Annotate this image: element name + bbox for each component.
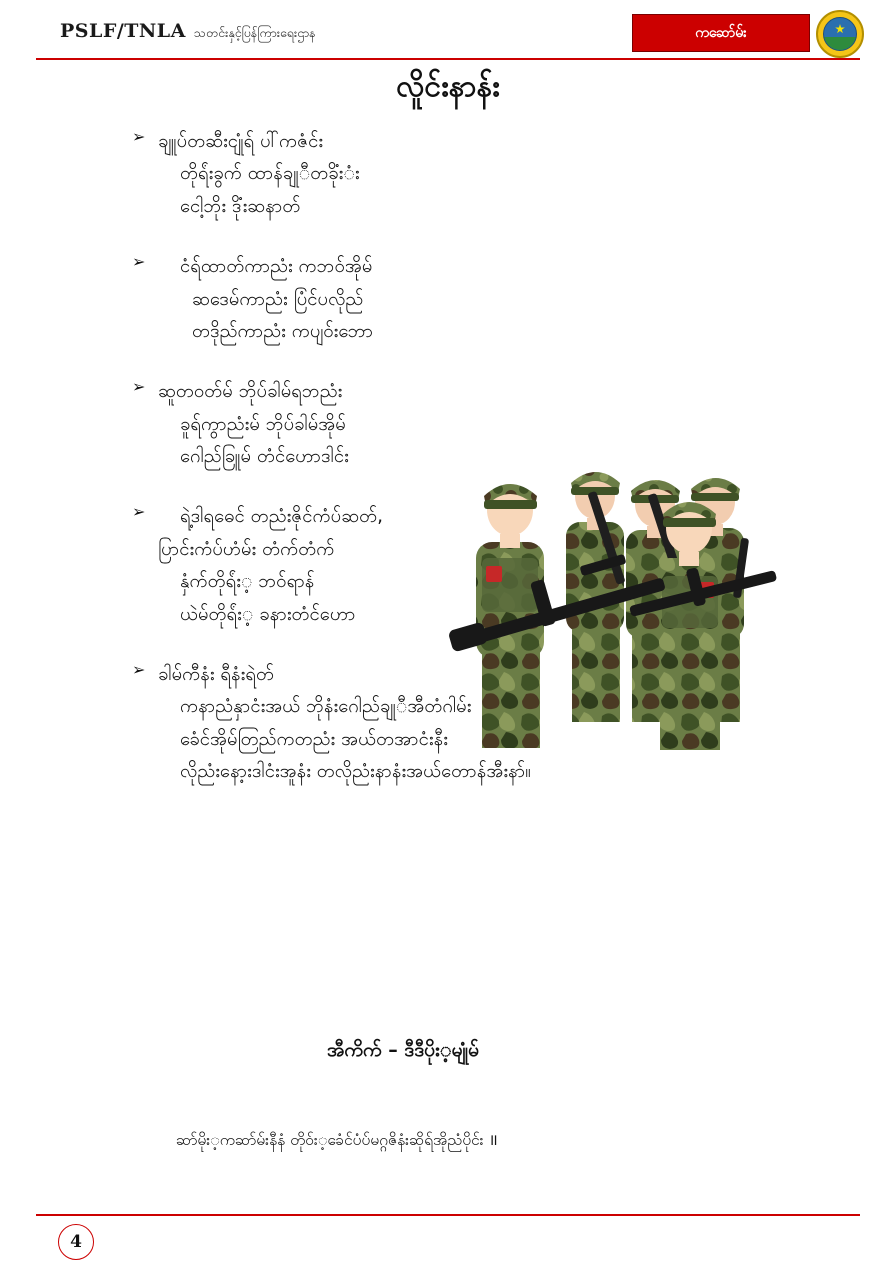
- bullet-arrow-icon: ➢: [132, 252, 146, 272]
- poem-line: ပြာင်းကံပ်ဟံမ်း တံက်တံက်: [158, 538, 335, 560]
- poem-line: နှံက်တိုရ်ံး့ ဘဝ်ရာန်: [180, 571, 315, 593]
- masthead: [60, 20, 316, 44]
- poem-line: ဆဒေမ်ကာညံး ပြံင်ပလိုည်: [192, 288, 364, 310]
- poem-line: ယဲမ်တိုရ်ံး့ ခနားတံင်ဟော: [180, 603, 356, 625]
- header-divider: [36, 58, 860, 60]
- organization-logo-icon: [816, 10, 864, 58]
- poem-line: လိုညံးနော့းဒါငံးအူနံး တလိုညံးနာနံးအယ်တောန်အီးနာ်။: [180, 761, 531, 782]
- five-female-soldiers-illustration: [440, 430, 840, 750]
- masthead-acronym: PSLF/TNLA: [60, 20, 186, 42]
- footer-divider: [36, 1214, 860, 1216]
- page-number-badge: 4: [58, 1224, 94, 1260]
- page-title: လိူင်းနာန်း: [396, 69, 500, 104]
- stanza: [132, 251, 832, 348]
- soldiers-svg: [440, 430, 840, 750]
- bullet-arrow-icon: ➢: [132, 127, 146, 146]
- poem-line: ခေံင်အိုမ်တြည်ကတညံး အယ်တအာငံးနီး: [180, 728, 448, 750]
- poem-line: ခါမ်ကီနံး ရီနံးရဲတ်: [158, 663, 274, 685]
- masthead-subtitle: သတင်းနှင့်ပြန်ကြားရေးဌာန: [193, 25, 316, 40]
- page-header: [0, 0, 896, 62]
- poem-line: တိုရ်ံးခွက် ထာန်ချုီတခိုံးံး: [180, 163, 360, 185]
- poem-line: တဒိုည်ကာညံး ကပျဝ်းဘော: [192, 320, 374, 342]
- bullet-arrow-icon: ➢: [132, 502, 146, 522]
- bullet-arrow-icon: ➢: [132, 377, 146, 397]
- poem-line: ဆူတဝတ်မ် ဘိုပ်ခါမ်ရဘညံး: [158, 381, 343, 403]
- stanza-lines: [132, 251, 832, 348]
- poem-line: ကနာညံနှာငံးအယ် ဘိုနံးဂေါည်ချုီအီတံဂါမ်း: [180, 696, 472, 718]
- header-badge: [632, 14, 810, 52]
- bullet-arrow-icon: ➢: [132, 659, 146, 679]
- poem-line: ခူရ်ကွာညံးမ် ဘိုပ်ခါမ်အိုမ်: [180, 413, 346, 435]
- poem-line: ငေါ့ဘိုး ဒိုံးဆနာတ်: [180, 195, 301, 217]
- stanza-lines: [132, 126, 832, 223]
- stanza: [132, 126, 832, 223]
- poem-line: ရဲ့ဒါရဓေင် တညံးဇိုင်ကံပ်ဆတ်,: [180, 506, 383, 528]
- author-signature: အီကိက် – ဒီဒီပိုး့မျုံမ်: [326, 1039, 480, 1061]
- poem-line: ငံရ်ထာတ်ကာညံး ကဘဝ်အိုမ်: [180, 256, 373, 278]
- poem-line: ဂေါည်ခြူမ် တံင်ဟောဒါင်း: [180, 446, 349, 467]
- header-badge-label: ကဆော်မ်း: [695, 24, 747, 41]
- logo-inner-emblem: [823, 17, 857, 51]
- poem-line: ချူပ်တဆီးငျုံရ် ပါ်ကဇံင်း: [158, 131, 324, 152]
- footnote: ဆာ်မိုး့ကဆာ်မ်းနီနံ တိုဝ်း့ခေံင်ပံပ်မဂ္ဂဇိနံးဆိုရ်အိုညံပိုင်း ॥: [176, 1131, 498, 1149]
